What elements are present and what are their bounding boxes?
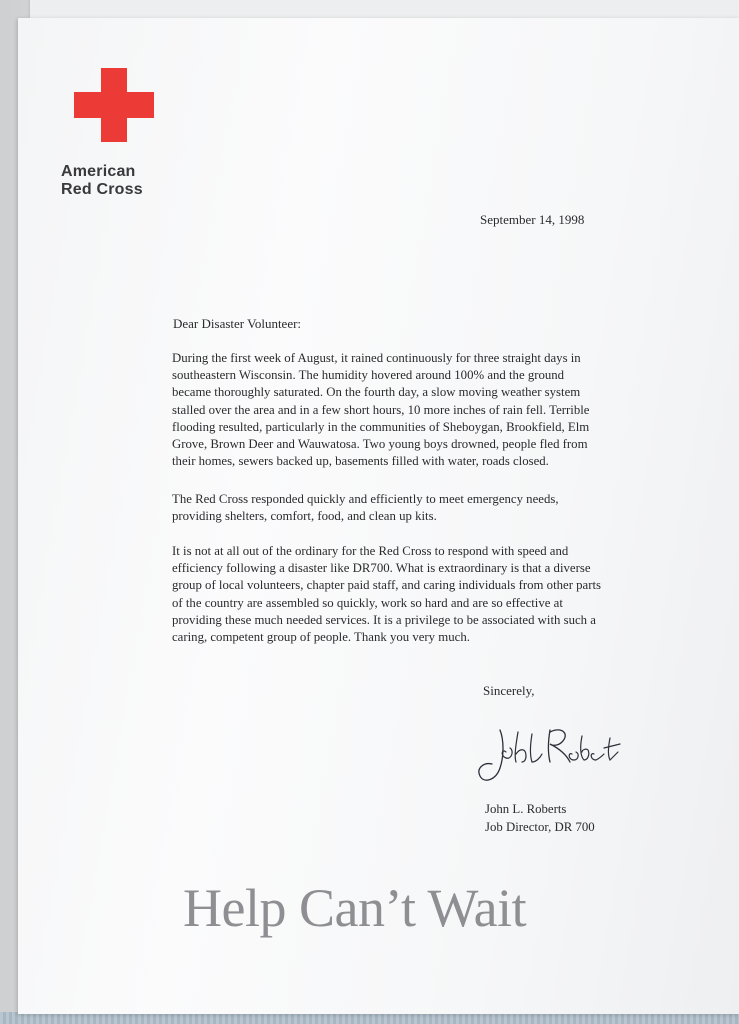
paragraph-line: It is not at all out of the ordinary for the Red Cross to respond with speed and [172, 544, 569, 558]
paragraph-line: Grove, Brown Deer and Wauwatosa. Two young boys drowned, people fled from [172, 437, 588, 452]
closing: Sincerely, [483, 683, 535, 698]
paragraph-line: caring, competent group of people. Thank you very much. [172, 630, 470, 645]
letter-date: September 14, 1998 [480, 212, 585, 227]
signer-block [485, 800, 595, 836]
red-cross-horizontal-bar [74, 92, 154, 118]
org-line-1: American [61, 163, 136, 180]
salutation: Dear Disaster Volunteer: [173, 316, 302, 331]
paragraph-line: stalled over the area and in a few short hours, 10 more inches of rain fell. Terrible [172, 402, 590, 417]
paragraph-line: The Red Cross responded quickly and efficiently to meet emergency needs, [172, 492, 559, 506]
paragraph-line: their homes, sewers backed up, basements filled with water, roads closed. [172, 454, 549, 469]
org-line-2: Red Cross [61, 181, 143, 198]
paragraph-line: providing these much needed services. It is a privilege to be associated with such a [172, 612, 596, 627]
paragraph-line: efficiency following a disaster like DR700. What is extraordinary is that a diverse [172, 561, 591, 576]
paragraph-1 [172, 350, 672, 470]
paragraph-line: flooding resulted, particularly in the communities of Sheboygan, Brookfield, Elm [172, 419, 590, 434]
paragraph-line: group of local volunteers, chapter paid staff, and caring individuals from other parts [172, 578, 602, 593]
paragraph-line: During the first week of August, it rained continuously for three straight days in [172, 351, 581, 365]
signer-title: Job Director, DR 700 [485, 820, 595, 834]
paragraph-3 [172, 543, 672, 646]
red-cross-icon [74, 68, 154, 142]
organization-name [61, 163, 143, 199]
handwritten-signature [470, 718, 630, 790]
slogan: Help Can’t Wait [183, 878, 527, 938]
signer-name: John L. Roberts [485, 802, 567, 816]
paragraph-line: providing shelters, comfort, food, and clean up kits. [172, 509, 437, 524]
paragraph-2 [172, 491, 672, 525]
paragraph-line: became thoroughly saturated. On the fourth day, a slow moving weather system [172, 385, 581, 400]
paragraph-line: southeastern Wisconsin. The humidity hovered around 100% and the ground [172, 368, 565, 383]
paragraph-line: of the country are assembled so quickly, work so hard and are so effective at [172, 595, 563, 610]
